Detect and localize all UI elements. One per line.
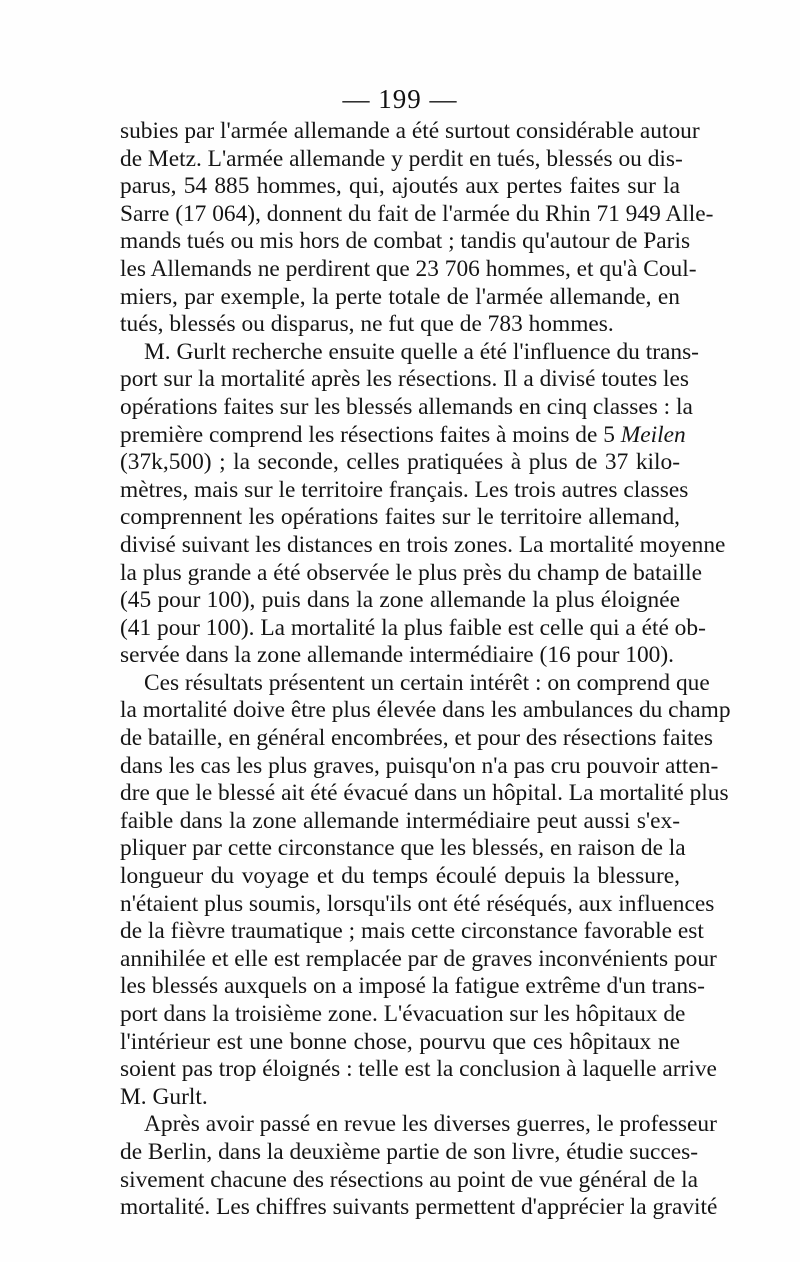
text-line: port sur la mortalité après les résections. Il a divisé toutes les bbox=[120, 366, 690, 393]
text-line: mands tués ou mis hors de combat ; tandis qu'autour de Paris bbox=[120, 228, 691, 255]
text-line: soient pas trop éloignés : telle est la conclusion à laquelle arrive bbox=[120, 1056, 717, 1083]
text-line: (41 pour 100). La mortalité la plus faible est celle qui a été ob- bbox=[120, 614, 706, 641]
text-line: la plus grande a été observée le plus près du champ de bataille bbox=[120, 559, 702, 586]
text-line: Ces résultats présentent un certain intérêt : on comprend que bbox=[144, 669, 710, 696]
text-line: mortalité. Les chiffres suivants permettent d'apprécier la gravité bbox=[120, 1194, 718, 1221]
text-line: dre que le blessé ait été évacué dans un hôpital. La mortalité plus bbox=[120, 780, 729, 807]
text-line: M. Gurlt recherche ensuite quelle a été l'influence du trans- bbox=[144, 338, 699, 365]
paragraph-3 bbox=[120, 669, 731, 1112]
text-line: miers, par exemple, la perte totale de l'armée allemande, en bbox=[120, 283, 680, 310]
text-line: (45 pour 100), puis dans la zone allemande la plus éloignée bbox=[120, 587, 680, 614]
text-line: divisé suivant les distances en trois zones. La mortalité moyenne bbox=[120, 531, 726, 558]
text-line: l'intérieur est une bonne chose, pourvu que ces hôpitaux ne bbox=[120, 1028, 680, 1055]
text-line: servée dans la zone allemande intermédiaire (16 pour 100). bbox=[120, 642, 674, 669]
paragraph-4 bbox=[120, 1111, 718, 1221]
text-line: Après avoir passé en revue les diverses guerres, le professeur bbox=[144, 1111, 717, 1138]
text-line: comprennent les opérations faites sur le territoire allemand, bbox=[120, 504, 680, 531]
text-line: pliquer par cette circonstance que les blessés, en raison de la bbox=[120, 835, 686, 862]
italic-term: Meilen bbox=[620, 421, 686, 448]
paragraph-2 bbox=[120, 338, 726, 670]
text-line: n'étaient plus soumis, lorsqu'ils ont été réséqués, aux influences bbox=[120, 890, 715, 917]
text-line: faible dans la zone allemande intermédiaire peut aussi s'ex- bbox=[120, 807, 680, 834]
text-line: longueur du voyage et du temps écoulé depuis la blessure, bbox=[120, 863, 680, 890]
text-line: subies par l'armée allemande a été surtout considérable autour bbox=[120, 118, 700, 144]
text-line: première comprend les résections faites à moins de 5 Meilen bbox=[120, 421, 686, 448]
text-line: (37k,500) ; la seconde, celles pratiquées à plus de 37 kilo- bbox=[120, 449, 680, 476]
text-line: annihilée et elle est remplacée par de graves inconvénients pour bbox=[120, 945, 717, 972]
paragraph-1 bbox=[120, 118, 714, 339]
text-line: parus, 54 885 hommes, qui, ajoutés aux pertes faites sur la bbox=[120, 173, 680, 200]
text-line: dans les cas les plus graves, puisqu'on n'a pas cru pouvoir atten- bbox=[120, 752, 719, 779]
text-line: la mortalité doive être plus élevée dans les ambulances du champ bbox=[120, 697, 731, 724]
page-number: — 199 — bbox=[342, 84, 458, 114]
text-line: port dans la troisième zone. L'évacuation sur les hôpitaux de bbox=[120, 1001, 686, 1027]
text-line: de la fièvre traumatique ; mais cette circonstance favorable est bbox=[120, 918, 704, 945]
text-line: les blessés auxquels on a imposé la fatigue extrême d'un trans- bbox=[120, 973, 705, 1000]
text-line: opérations faites sur les blessés allemands en cinq classes : la bbox=[120, 393, 693, 420]
text-line: sivement chacune des résections au point de vue général de la bbox=[120, 1166, 699, 1193]
body-text bbox=[120, 118, 731, 1222]
text-line: M. Gurlt. bbox=[120, 1083, 208, 1110]
text-line: de bataille, en général encombrées, et pour des résections faites bbox=[120, 725, 713, 752]
text-line: les Allemands ne perdirent que 23 706 hommes, et qu'à Coul- bbox=[120, 255, 697, 282]
text-line: tués, blessés ou disparus, ne fut que de 783 hommes. bbox=[120, 311, 614, 338]
text-line: Sarre (17 064), donnent du fait de l'armée du Rhin 71 949 Alle- bbox=[120, 200, 714, 227]
text-line: de Berlin, dans la deuxième partie de son livre, étudie succes- bbox=[120, 1138, 699, 1165]
text-line: mètres, mais sur le territoire français. Les trois autres classes bbox=[120, 476, 689, 503]
text-line: de Metz. L'armée allemande y perdit en tués, blessés ou dis- bbox=[120, 145, 683, 172]
